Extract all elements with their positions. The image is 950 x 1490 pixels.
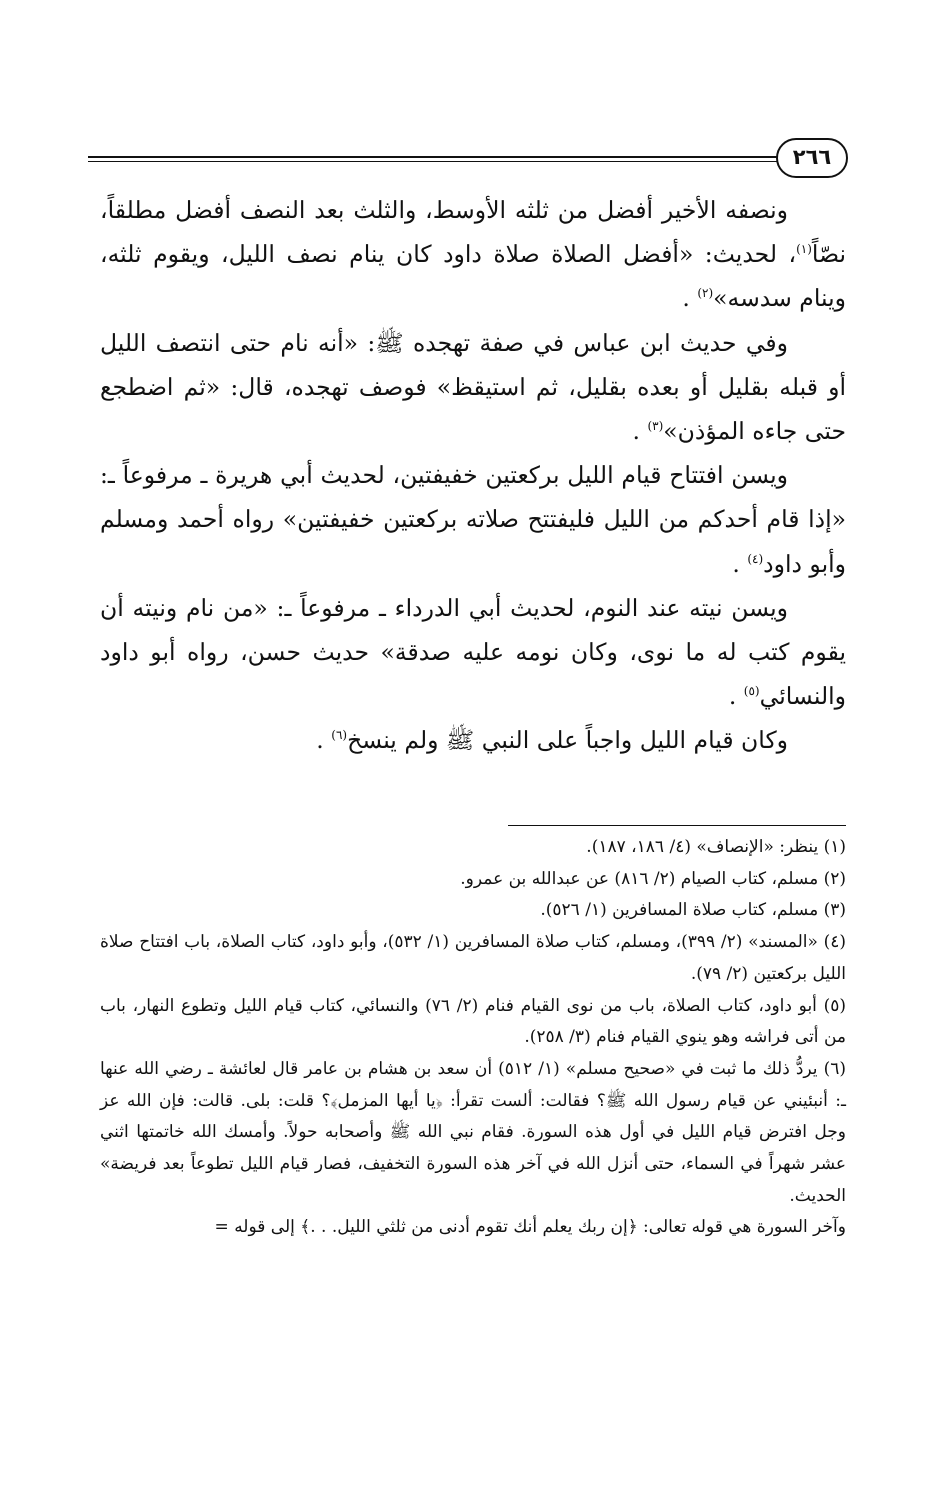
footnote-4: (٤) «المسند» (٢/ ٣٩٩)، ومسلم، كتاب صلاة المسافرين (١/ ٥٣٢)، وأبو داود، كتاب الصلاة، باب افتتاح صلاة الليل بركعتين (٢/ ٧٩). — [100, 932, 847, 984]
paragraph-ibn-abbas-hadith — [100, 321, 846, 454]
paragraph-two-light-rakahs — [100, 453, 846, 586]
footnote-3: (٣) مسلم، كتاب صلاة المسافرين (١/ ٥٢٦). — [540, 900, 846, 921]
paragraph-end: . — [632, 417, 648, 446]
footnote-ref: (٦) — [331, 728, 348, 743]
paragraph-text: ويسن افتتاح قيام الليل بركعتين خفيفتين، لحديث أبي هريرة ـ مرفوعاً ـ: «إذا قام أحدكم من الليل فليفتتح صلاته بركعتين خفيفتين» رواه أحمد ومسلم وأبو داود — [100, 461, 846, 578]
footnote-ref: (٤) — [747, 551, 764, 566]
footnotes — [100, 832, 846, 1244]
paragraph-night-prayer-times — [100, 188, 846, 321]
footnote-1: (١) ينظر: «الإنصاف» (٤/ ١٨٦، ١٨٧). — [586, 837, 846, 857]
page-number: ٢٦٦ — [776, 138, 848, 178]
paragraph-text: ويسن نيته عند النوم، لحديث أبي الدرداء ـ مرفوعاً ـ: «من نام ونيته أن يقوم كتب له ما نوى، وكان نومه عليه صدقة» حديث حسن، رواه أبو داود والنسائي — [100, 593, 846, 711]
paragraph-text: ونصفه الأخير أفضل من ثلثه الأوسط، والثلث بعد النصف أفضل مطلقاً، نصّاً — [100, 196, 846, 269]
paragraph-end: . — [682, 284, 698, 313]
paragraph-end: . — [316, 726, 332, 755]
header-rule — [88, 156, 788, 162]
footnote-6: (٦) يردُّ ذلك ما ثبت في «صحيح مسلم» (١/ ٥١٢) أن سعد بن هشام بن عامر قال لعائشة ـ رضي الله عنها ـ: أنبئيني عن قيام رسول الله ﷺ؟ فقالت: ألست تقرأ: ﴿يا أيها المزمل﴾؟ قلت: بلى. قالت: فإن الله عز وجل افترض قيام الليل في أول هذه السورة. فقام نبي الله ﷺ وأصحابه حولاً. وأمسك الله خاتمتها اثني عشر شهراً في السماء، حتى أنزل الله في آخر هذه السورة التخفيف، فصار قيام الليل تطوعاً بعد فريضة» الحديث. — [100, 1058, 846, 1206]
footnote-ref: (٢) — [697, 286, 714, 301]
footnote-ref: (١) — [796, 242, 812, 257]
footnote-6-continuation: وآخر السورة هي قوله تعالى: ﴿إن ربك يعلم أنك تقوم أدنى من ثلثي الليل. . .﴾ إلى قوله = — [214, 1217, 846, 1238]
main-text — [100, 188, 846, 763]
page-header — [88, 138, 848, 182]
footnote-separator — [508, 825, 846, 826]
paragraph-end: . — [728, 682, 744, 711]
paragraph-text: وكان قيام الليل واجباً على النبي ﷺ ولم ينسخ — [347, 726, 788, 755]
footnote-5: (٥) أبو داود، كتاب الصلاة، باب من نوى القيام فنام (٢/ ٧٦) والنسائي، كتاب قيام الليل وتطوع النهار، باب من أتى فراشه وهو ينوي القيام فنام (٣/ ٢٥٨). — [100, 995, 846, 1048]
footnote-ref: (٣) — [647, 419, 664, 434]
paragraph-text: وفي حديث ابن عباس في صفة تهجده ﷺ: «أنه نام حتى انتصف الليل أو قبله بقليل أو بعده بقليل، ثم استيقظ» فوصف تهجده، قال: «ثم اضطجع حتى جاءه المؤذن» — [100, 328, 846, 446]
paragraph-text: ، لحديث: «أفضل الصلاة صلاة داود كان ينام نصف الليل، ويقوم ثلثه، وينام سدسه» — [100, 240, 846, 313]
paragraph-obligation-on-prophet — [100, 718, 846, 762]
paragraph-intention-before-sleep — [100, 586, 846, 719]
footnote-2: (٢) مسلم، كتاب الصيام (٢/ ٨١٦) عن عبدالله بن عمرو. — [460, 868, 846, 889]
paragraph-end: . — [732, 549, 748, 578]
footnote-ref: (٥) — [743, 684, 760, 699]
